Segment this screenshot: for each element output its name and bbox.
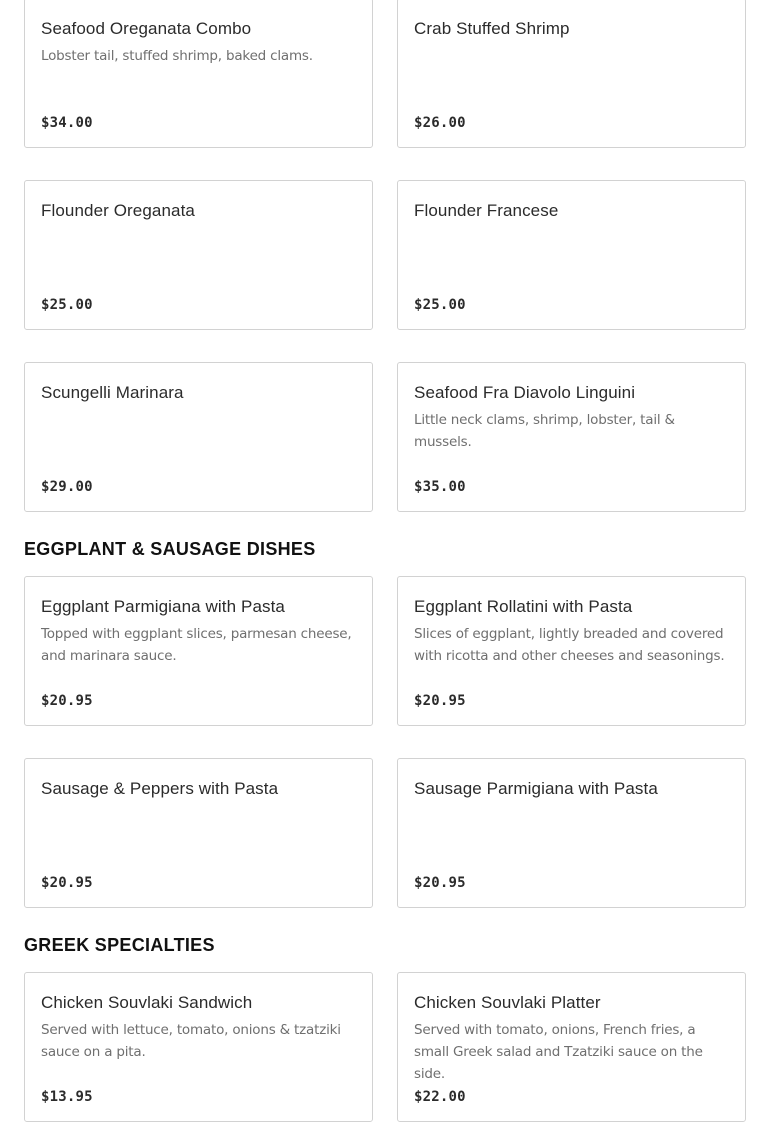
item-price: $20.95 xyxy=(414,693,466,709)
item-name: Flounder Francese xyxy=(414,201,559,220)
item-price: $29.00 xyxy=(41,479,93,495)
item-name: Scungelli Marinara xyxy=(41,383,184,402)
item-price: $25.00 xyxy=(41,297,93,313)
item-description: Served with lettuce, tomato, onions & tzatziki sauce on a pita. xyxy=(41,1022,341,1060)
menu xyxy=(24,0,746,1122)
menu-item-card[interactable] xyxy=(397,362,746,512)
item-price: $20.95 xyxy=(414,875,466,891)
item-price: $35.00 xyxy=(414,479,466,495)
item-name: Eggplant Parmigiana with Pasta xyxy=(41,597,285,616)
item-price: $20.95 xyxy=(41,693,93,709)
item-price: $22.00 xyxy=(414,1089,466,1105)
item-name: Seafood Fra Diavolo Linguini xyxy=(414,383,636,402)
item-description: Slices of eggplant, lightly breaded and covered with ricotta and other cheeses and seasonings. xyxy=(414,626,725,664)
menu-item-card[interactable] xyxy=(24,180,373,330)
menu-item-card[interactable] xyxy=(24,362,373,512)
menu-item-card[interactable] xyxy=(397,0,746,148)
menu-grid xyxy=(24,576,746,908)
item-description: Little neck clams, shrimp, lobster, tail & mussels. xyxy=(414,412,675,450)
item-name: Sausage Parmigiana with Pasta xyxy=(414,779,658,798)
menu-item-card[interactable] xyxy=(397,758,746,908)
item-description: Lobster tail, stuffed shrimp, baked clams. xyxy=(41,48,313,64)
item-price: $26.00 xyxy=(414,115,466,131)
menu-grid xyxy=(24,972,746,1122)
item-description: Topped with eggplant slices, parmesan cheese, and marinara sauce. xyxy=(41,626,352,664)
menu-item-card[interactable] xyxy=(24,758,373,908)
menu-item-card[interactable] xyxy=(397,972,746,1122)
section-heading: GREEK SPECIALTIES xyxy=(24,935,215,955)
item-price: $13.95 xyxy=(41,1089,93,1105)
section-seafood xyxy=(24,0,746,512)
menu-item-card[interactable] xyxy=(24,972,373,1122)
item-name: Chicken Souvlaki Platter xyxy=(414,993,601,1012)
item-name: Chicken Souvlaki Sandwich xyxy=(41,993,253,1012)
item-name: Eggplant Rollatini with Pasta xyxy=(414,597,633,616)
item-name: Crab Stuffed Shrimp xyxy=(414,19,570,38)
item-price: $25.00 xyxy=(414,297,466,313)
menu-item-card[interactable] xyxy=(24,0,373,148)
item-price: $20.95 xyxy=(41,875,93,891)
item-name: Seafood Oreganata Combo xyxy=(41,19,252,38)
menu-item-card[interactable] xyxy=(397,180,746,330)
item-description: Served with tomato, onions, French fries, a small Greek salad and Tzatziki sauce on the side. xyxy=(414,1022,703,1082)
item-name: Flounder Oreganata xyxy=(41,201,195,220)
section-eggplant-sausage xyxy=(24,512,746,908)
menu-grid xyxy=(24,0,746,512)
section-greek-specialties xyxy=(24,908,746,1122)
section-heading: EGGPLANT & SAUSAGE DISHES xyxy=(24,539,316,559)
item-name: Sausage & Peppers with Pasta xyxy=(41,779,279,798)
menu-item-card[interactable] xyxy=(397,576,746,726)
menu-item-card[interactable] xyxy=(24,576,373,726)
item-price: $34.00 xyxy=(41,115,93,131)
